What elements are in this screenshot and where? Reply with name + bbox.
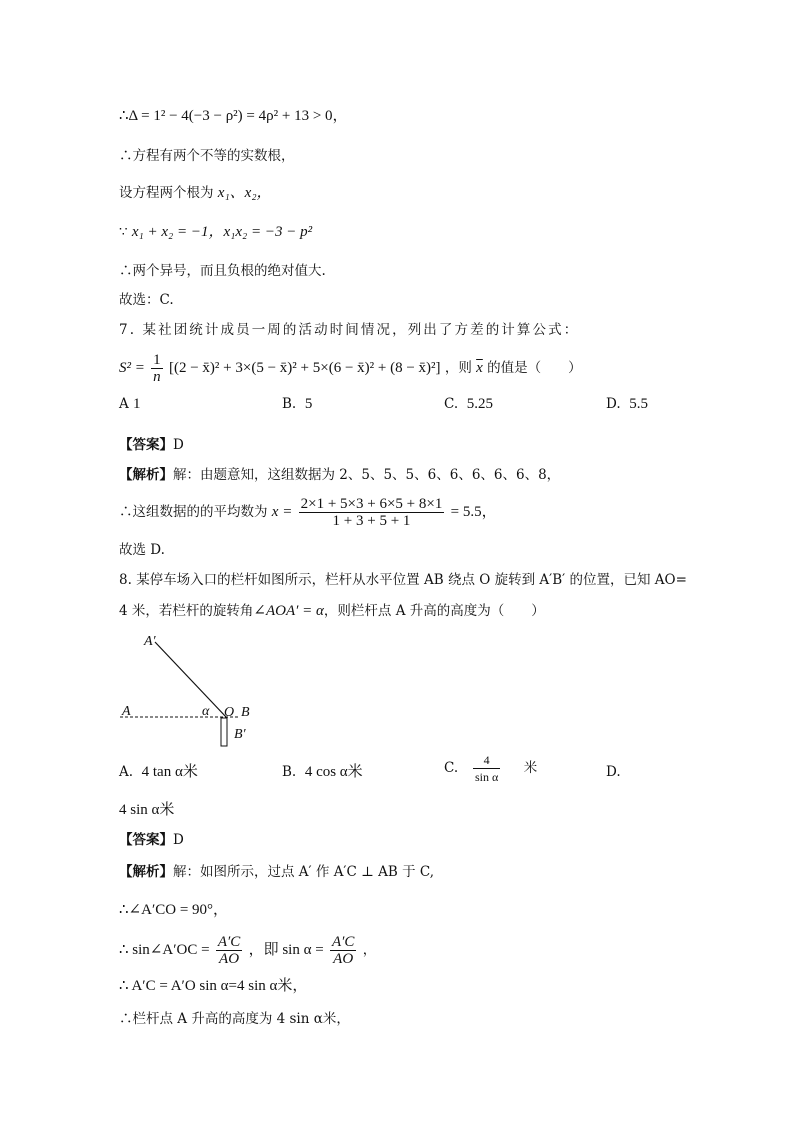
q8-option-b [282,762,363,782]
delta-line: ∴Δ = 1² − 4(−3 − ρ²) = 4ρ² + 13 > 0， [119,108,348,124]
q8-analysis-text: 解：如图所示，过点 A′ 作 A′C ⊥ AB 于 C, [173,864,435,880]
q7-option-a-letter: A [119,396,129,412]
rotated-bar [155,642,227,718]
q7-option-c-text: 5.25 [466,396,493,412]
q7-answer-line [119,435,184,455]
q7-mean-den: 1 + 3 + 5 + 1 [332,513,411,529]
label-b-prime: B′ [234,727,246,742]
formula-fraction [151,352,163,385]
q7-option-a-text: 1 [133,396,141,412]
q8-stem-2 [119,601,545,621]
q8-option-c-letter: C. [444,760,459,776]
q7-option-d-letter: D. [606,396,621,412]
q7-option-d [606,394,648,414]
q8-step-3: ∴ A′C = A′O sin α=4 sin α米， [119,978,308,994]
q8-answer: D [173,832,184,848]
q8-number: 8. [119,572,132,588]
q7-option-c-letter: C. [444,396,459,412]
q8-stem-1 [119,570,687,590]
q7-option-b-letter: B. [282,396,297,412]
q8-option-c-num: 4 [473,752,500,769]
choose-c-line: 故选：C. [119,292,174,308]
q7-option-b [282,394,312,414]
q8-answer-tag: 【答案】 [119,832,173,848]
q8-option-c-den: sin α [475,770,499,784]
formula-tail: ，则 [444,360,472,376]
set-roots-line [119,183,272,203]
label-b: B [241,705,250,720]
q7-analysis-tag: 【解析】 [119,467,173,483]
q8-option-b-text: 4 cos α米 [304,764,363,780]
q8-option-c-unit: 米 [523,760,538,776]
q8-option-d-text: 4 sin α米 [119,802,175,818]
q8-option-d-letter: D. [606,764,621,780]
barrier-figure [110,625,290,755]
q7-mean-prefix: ∴这组数据的的平均数为 [119,504,268,520]
q7-option-c [444,394,493,414]
q8-stem-2-a: 4 米，若栏杆的旋转角 [119,603,254,619]
vieta-line [119,222,312,242]
q7-answer-tag: 【答案】 [119,437,173,453]
q8-step-1: ∴∠A′CO = 90°， [119,902,229,918]
q8-frac-1-den: AO [219,951,240,967]
unequal-roots-line: ∴方程有两个不等的实数根， [119,148,295,164]
q8-step-2-frac-1 [216,934,242,967]
formula-s2: S² = [119,360,145,376]
formula-ask: 的值是（ ） [487,360,582,376]
q8-step-2-end: ， [362,942,377,958]
label-a-prime: A′ [144,634,156,649]
label-alpha: α [202,704,210,719]
q7-option-a [119,394,141,414]
q7-mean-rhs: = 5.5， [450,504,497,520]
q8-option-c-fraction [473,752,500,785]
label-a: A [122,704,131,719]
q7-number: 7. [119,322,137,338]
q7-mean-fraction [299,496,445,529]
q8-stem-2-math: ∠AOA′ = α [253,603,324,619]
q8-step-2 [119,934,376,967]
q7-formula [119,352,582,385]
q7-option-b-text: 5 [304,396,313,412]
formula-body: [(2 − x̄)² + 3×(5 − x̄)² + 5×(6 − x̄)² + (8 − x̄)²] [168,360,441,376]
q7-analysis-text: 解：由题意知，这组数据为 2、5、5、5、6、6、6、6、6、8， [173,467,561,483]
q8-frac-2-num: A′C [331,934,355,950]
signs-line: ∴两个异号，而且负根的绝对值大. [119,263,326,279]
set-roots-prefix: 设方程两个根为 [119,185,214,201]
q8-option-a-letter: A. [119,764,134,780]
q8-step-2-prefix: ∴ sin∠A′OC = [119,942,210,958]
q8-option-c [444,752,537,785]
q8-stem-2-b: ，则栏杆点 A 升高的高度为（ ） [323,603,545,619]
because-symbol: ∵ [119,224,128,240]
q8-step-4: ∴栏杆点 A 升高的高度为 4 sin α米， [119,1011,350,1027]
q8-option-a-text: 4 tan α米 [141,764,198,780]
q7-stem [119,320,579,340]
vieta-math: x₁ + x₂ = −1，x₁x₂ = −3 − p² [131,224,313,240]
formula-frac-num: 1 [153,352,161,368]
q8-analysis-tag: 【解析】 [119,864,173,880]
post-rect [221,718,227,746]
q8-analysis-line [119,862,434,882]
q7-analysis-line [119,465,560,485]
formula-frac-den: n [153,369,161,385]
q7-choose-line: 故选 D. [119,542,165,558]
q8-step-2-frac-2 [330,934,356,967]
q7-answer: D [173,437,184,453]
q8-frac-2-den: AO [333,951,354,967]
q7-option-d-text: 5.5 [629,396,648,412]
label-o: O [224,705,235,720]
q8-stem-1-text: 某停车场入口的栏杆如图所示，栏杆从水平位置 AB 绕点 O 旋转到 A′B′ 的位置，已知 AO= [136,572,687,588]
formula-xbar: $\overline{x}$ [476,360,483,376]
q7-mean-lhs: x = [271,504,293,520]
q7-mean-num: 2×1 + 5×3 + 6×5 + 8×1 [300,496,443,512]
q7-mean-line [119,496,497,529]
q8-option-a [119,762,198,782]
q7-stem-text: 某社团统计成员一周的活动时间情况，列出了方差的计算公式： [142,322,580,338]
q8-option-b-letter: B. [282,764,297,780]
q8-frac-1-num: A′C [217,934,241,950]
set-roots-math: x₁、x₂， [217,185,272,201]
q8-option-d [606,762,621,782]
q8-step-2-mid: ，即 sin α = [248,942,324,958]
q8-answer-line [119,830,184,850]
